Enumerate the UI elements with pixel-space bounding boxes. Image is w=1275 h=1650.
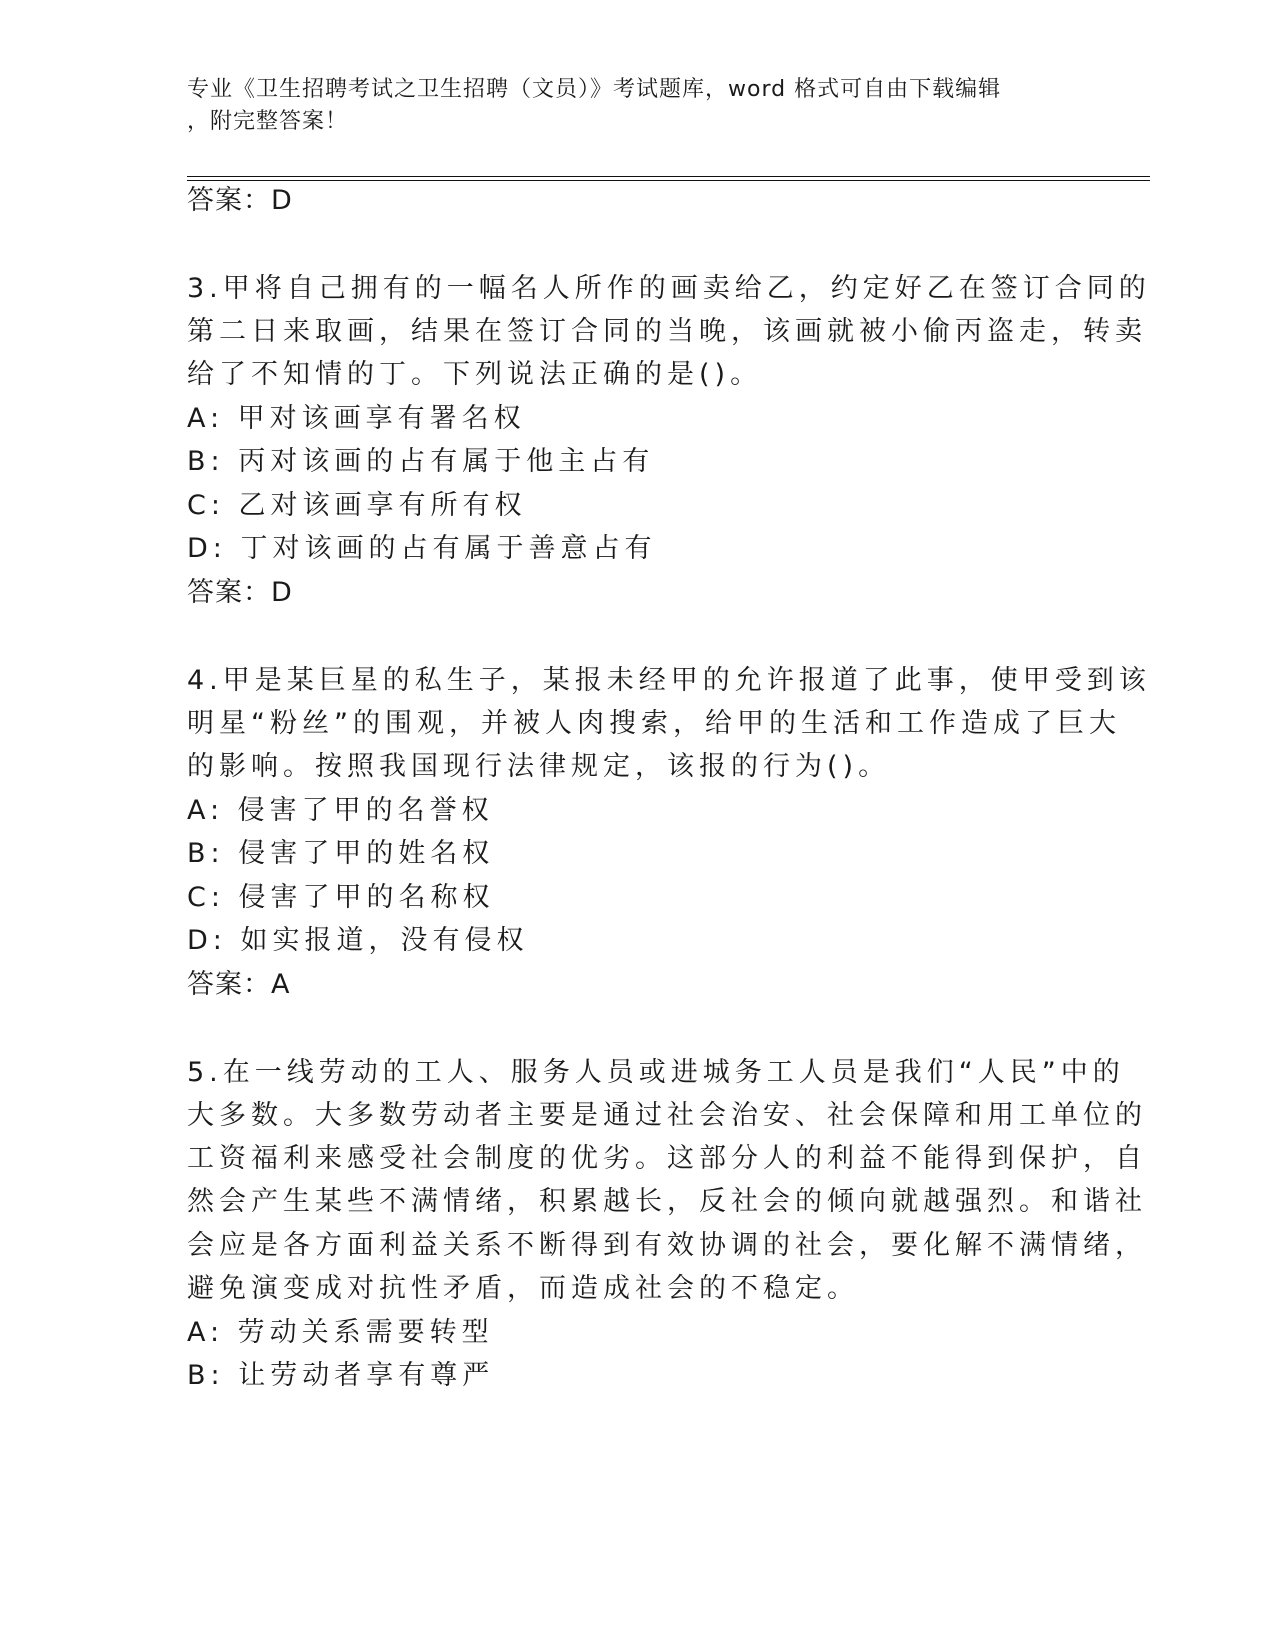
question-5-option-a: A: 劳动关系需要转型 — [187, 1317, 494, 1348]
previous-answer: 答案：D — [187, 185, 293, 216]
question-5-text-line: 5.在一线劳动的工人、服务人员或进城务工人员是我们“人民”中的 — [187, 1057, 1125, 1088]
question-3-option-a: A: 甲对该画享有署名权 — [187, 403, 526, 434]
question-3-text-line: 3.甲将自己拥有的一幅名人所作的画卖给乙，约定好乙在签订合同的 — [187, 273, 1151, 304]
question-4-option-c: C: 侵害了甲的名称权 — [187, 882, 495, 913]
question-3-text-line: 给了不知情的丁。下列说法正确的是()。 — [187, 359, 763, 390]
question-4-text-line: 的影响。按照我国现行法律规定，该报的行为()。 — [187, 751, 891, 782]
question-5-text-line: 工资福利来感受社会制度的优劣。这部分人的利益不能得到保护，自 — [187, 1143, 1147, 1174]
header-line-1: 专业《卫生招聘考试之卫生招聘（文员）》考试题库，word 格式可自由下载编辑 — [187, 77, 1002, 102]
question-3-option-c: C: 乙对该画享有所有权 — [187, 490, 527, 521]
question-5-option-b: B: 让劳动者享有尊严 — [187, 1360, 495, 1391]
question-4-text-line: 明星“粉丝”的围观，并被人肉搜索，给甲的生活和工作造成了巨大 — [187, 708, 1121, 739]
question-5-text-line: 大多数。大多数劳动者主要是通过社会治安、社会保障和用工单位的 — [187, 1100, 1147, 1131]
question-5-text-line: 会应是各方面利益关系不断得到有效协调的社会，要化解不满情绪， — [187, 1230, 1147, 1261]
question-3-option-d: D: 丁对该画的占有属于善意占有 — [187, 533, 657, 564]
question-4-option-d: D: 如实报道，没有侵权 — [187, 925, 529, 956]
question-4-text-line: 4.甲是某巨星的私生子，某报未经甲的允许报道了此事，使甲受到该 — [187, 665, 1151, 696]
question-4-option-b: B: 侵害了甲的姓名权 — [187, 838, 495, 869]
document-header — [187, 74, 1067, 138]
question-4-option-a: A: 侵害了甲的名誉权 — [187, 795, 494, 826]
header-line-2: ，附完整答案！ — [187, 109, 349, 134]
question-5-text-line: 避免演变成对抗性矛盾，而造成社会的不稳定。 — [187, 1273, 859, 1304]
question-4-answer: 答案：A — [187, 969, 291, 1000]
header-divider-top — [187, 176, 1150, 177]
question-3-text-line: 第二日来取画，结果在签订合同的当晚，该画就被小偷丙盗走，转卖 — [187, 316, 1147, 347]
question-3-answer: 答案：D — [187, 577, 293, 608]
question-5-text-line: 然会产生某些不满情绪，积累越长，反社会的倾向就越强烈。和谐社 — [187, 1186, 1147, 1217]
question-3-option-b: B: 丙对该画的占有属于他主占有 — [187, 446, 655, 477]
header-divider-bottom — [187, 180, 1150, 181]
